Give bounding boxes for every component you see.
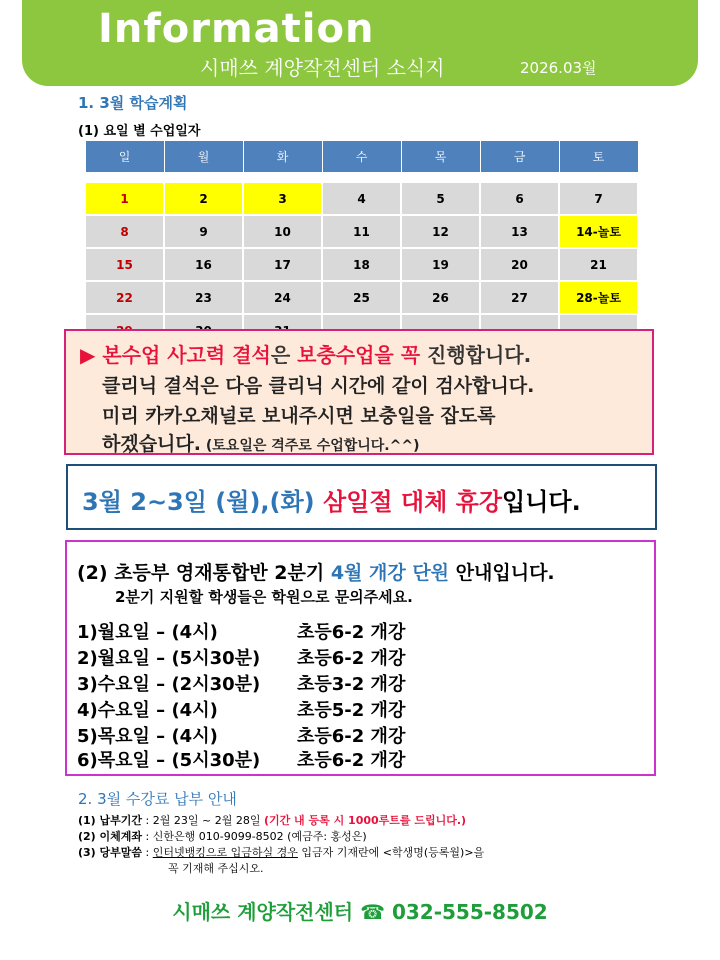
- class-opening-heading: [77, 558, 555, 585]
- notice-text: 진행합니다.: [420, 343, 532, 367]
- class-day: 2)월요일 – (5시30분): [77, 648, 261, 669]
- calendar-header-sun: 일: [85, 141, 164, 173]
- payment-request-line2: 꼭 기재해 주십시오.: [168, 862, 264, 875]
- calendar-day: 8: [85, 215, 164, 248]
- calendar-week-row: [85, 215, 638, 248]
- payment-period: [78, 812, 466, 828]
- class-schedule-row: [77, 722, 406, 748]
- payment-bonus-note: (기간 내 등록 시 1000루트를 드립니다.): [263, 814, 467, 827]
- calendar-day: 28-놀토: [559, 281, 638, 314]
- calendar-day: 1: [85, 182, 164, 215]
- footer-contact: 시매쓰 계양작전센터 ☎ 032-555-8502: [172, 900, 548, 924]
- payment-period-label: (1) 납부기간: [78, 814, 143, 827]
- class-day: 1)월요일 – (4시): [77, 622, 218, 643]
- class-unit: 초등5-2 개강: [297, 700, 406, 721]
- heading-text: (2) 초등부 영재통합반 2분기: [77, 562, 331, 584]
- calendar-day: 3: [243, 182, 322, 215]
- calendar-day: 5: [401, 182, 480, 215]
- header-date: 2026.03월: [520, 59, 597, 77]
- notice-line-2: 클리닉 결석은 다음 클리닉 시간에 같이 검사합니다.: [102, 375, 535, 397]
- class-day: 3)수요일 – (2시30분): [77, 674, 261, 695]
- payment-request-underline: 인터넷뱅킹으로 입금하실 경우: [152, 846, 298, 859]
- calendar-day: 20: [480, 248, 559, 281]
- class-unit: 초등6-2 개강: [297, 726, 406, 747]
- notice-line-4: [102, 429, 420, 456]
- heading-emphasis: 4월 개강 단원: [330, 562, 450, 584]
- makeup-class-notice: [64, 329, 654, 455]
- header-subtitle: 시매쓰 계양작전센터 소식지: [200, 56, 445, 80]
- class-schedule-row: [77, 670, 406, 696]
- holiday-notice: [66, 464, 657, 530]
- arrow-icon: ▶: [80, 343, 96, 367]
- calendar-day: 14-놀토: [559, 215, 638, 248]
- calendar-week-row: [85, 281, 638, 314]
- calendar-header-sat: 토: [559, 141, 638, 173]
- notice-text: 은: [270, 343, 298, 367]
- calendar-header-thu: 목: [401, 141, 480, 173]
- calendar-day: 9: [164, 215, 243, 248]
- class-day: 4)수요일 – (4시): [77, 700, 218, 721]
- class-unit: 초등6-2 개강: [297, 622, 406, 643]
- payment-period-text: : 2월 23일 ~ 2월 28일: [142, 814, 264, 827]
- class-schedule-row: [77, 644, 406, 670]
- calendar-header-row: [85, 141, 638, 173]
- calendar-week-row: [85, 248, 638, 281]
- class-opening-notice: [65, 540, 656, 776]
- notice-text: 하겠습니다.: [102, 433, 201, 455]
- calendar-spacer: [85, 173, 638, 183]
- holiday-text: [82, 482, 581, 517]
- header-title: Information: [98, 6, 375, 52]
- holiday-dates: 3월 2~3일 (월),(화): [82, 488, 324, 516]
- calendar-day: 4: [322, 182, 401, 215]
- class-day: 5)목요일 – (4시): [77, 726, 218, 747]
- calendar-header-fri: 금: [480, 141, 559, 173]
- calendar-day: 10: [243, 215, 322, 248]
- calendar-day: 16: [164, 248, 243, 281]
- class-unit: 초등6-2 개강: [297, 648, 406, 669]
- header-banner: [22, 0, 698, 86]
- payment-request-label: (3) 당부말씀: [78, 846, 143, 859]
- calendar-day: 17: [243, 248, 322, 281]
- calendar-day: 7: [559, 182, 638, 215]
- class-schedule-row: [77, 618, 406, 644]
- section1-subtitle: (1) 요일 별 수업일자: [78, 124, 201, 139]
- calendar-day: 24: [243, 281, 322, 314]
- calendar-header-tue: 화: [243, 141, 322, 173]
- calendar-header-mon: 월: [164, 141, 243, 173]
- calendar-day: 11: [322, 215, 401, 248]
- payment-request-text: :: [142, 846, 153, 859]
- calendar-day: 27: [480, 281, 559, 314]
- calendar-day: 18: [322, 248, 401, 281]
- calendar-table: [84, 140, 639, 348]
- notice-saturday-note: (토요일은 격주로 수업합니다.^^): [201, 438, 420, 454]
- calendar-header-wed: 수: [322, 141, 401, 173]
- holiday-suffix: 입니다.: [502, 488, 581, 516]
- calendar-day: 15: [85, 248, 164, 281]
- payment-account-label: (2) 이체계좌: [78, 830, 143, 843]
- class-schedule-row: [77, 746, 406, 772]
- class-unit: 초등3-2 개강: [297, 674, 406, 695]
- notice-emphasis-absence: 본수업 사고력 결석: [102, 343, 271, 367]
- calendar-day: 13: [480, 215, 559, 248]
- payment-request: [78, 844, 484, 860]
- calendar-day: 21: [559, 248, 638, 281]
- class-schedule-row: [77, 696, 406, 722]
- notice-emphasis-makeup: 보충수업을 꼭: [297, 343, 421, 367]
- calendar-day: 26: [401, 281, 480, 314]
- calendar-day: 2: [164, 182, 243, 215]
- class-opening-note: 2분기 지원할 학생들은 학원으로 문의주세요.: [115, 588, 413, 606]
- notice-line-1: [80, 339, 531, 368]
- section1-title: 1. 3월 학습계획: [78, 94, 188, 112]
- section2-title: 2. 3월 수강료 납부 안내: [78, 790, 237, 808]
- payment-account: [78, 828, 367, 844]
- holiday-reason: 삼일절 대체 휴강: [323, 488, 503, 516]
- calendar-week-row: [85, 182, 638, 215]
- calendar-day: 25: [322, 281, 401, 314]
- payment-account-text: : 신한은행 010-9099-8502 (예금주: 홍성은): [142, 830, 367, 843]
- class-unit: 초등6-2 개강: [297, 750, 406, 771]
- calendar-day: 6: [480, 182, 559, 215]
- payment-request-text: 입금자 기재란에 <학생명(등록월)>을: [297, 846, 485, 859]
- calendar-day: 23: [164, 281, 243, 314]
- calendar-day: 22: [85, 281, 164, 314]
- class-day: 6)목요일 – (5시30분): [77, 750, 261, 771]
- notice-line-3: 미리 카카오채널로 보내주시면 보충일을 잡도록: [102, 405, 496, 427]
- calendar-day: 12: [401, 215, 480, 248]
- calendar-day: 19: [401, 248, 480, 281]
- heading-text: 안내입니다.: [449, 562, 555, 584]
